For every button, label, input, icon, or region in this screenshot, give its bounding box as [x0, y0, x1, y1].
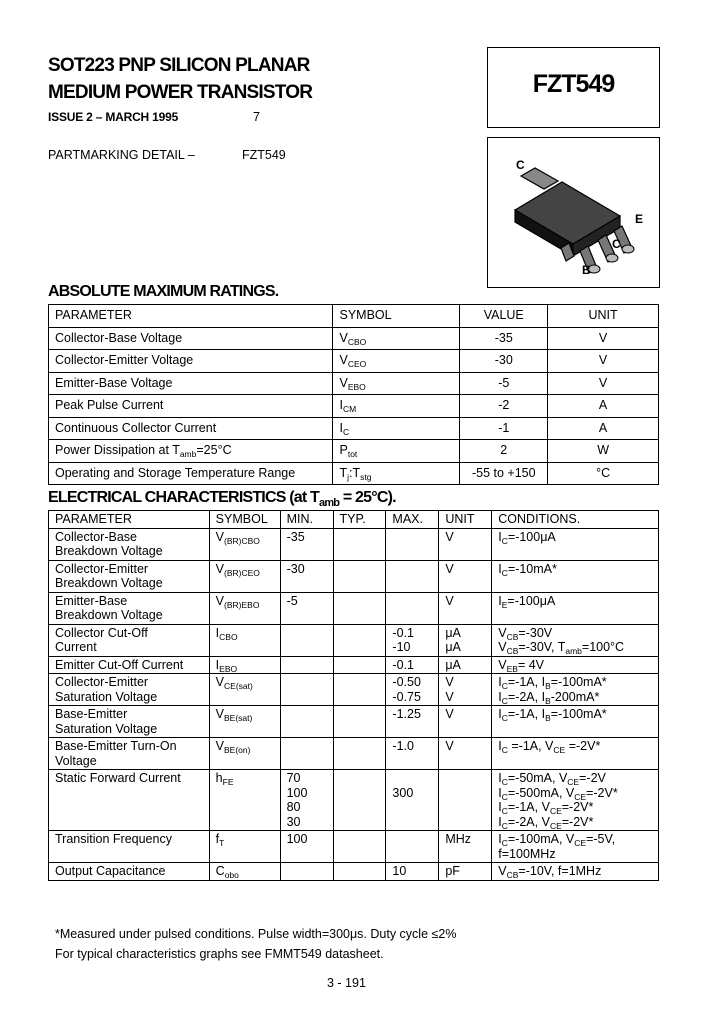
title-line-1: SOT223 PNP SILICON PLANAR [48, 55, 310, 76]
unit-cell: μA μA [439, 624, 492, 656]
unit-cell: μA [439, 656, 492, 674]
unit-cell: V [548, 350, 659, 373]
title-line-2: MEDIUM POWER TRANSISTOR [48, 82, 313, 103]
table-row [49, 624, 659, 656]
header-min: MIN. [280, 511, 333, 529]
part-number: FZT549 [532, 70, 615, 98]
typ-cell [333, 560, 386, 592]
table-row [49, 417, 659, 440]
param-cell: Collector-Emitter Voltage [49, 350, 333, 373]
symbol-cell: $V_{EBO}$ [333, 372, 460, 395]
typ-cell [333, 656, 386, 674]
conditions-cell: $I_C=-1A$, $I_B=-100mA*$ [492, 706, 659, 738]
pin-label-e: E [635, 212, 644, 226]
unit-cell: MHz [439, 831, 492, 863]
unit-cell: V [439, 738, 492, 770]
table-row [49, 863, 659, 881]
conditions-cell: $I_C=-100mA$, $V_{CE}=-5V$, f=100MHz [492, 831, 659, 863]
max-cell: -0.50 -0.75 [386, 674, 439, 706]
param-cell: Collector-Emitter Breakdown Voltage [49, 560, 210, 592]
page-number: 3 - 191 [327, 976, 366, 990]
symbol-cell: $V_{(BR)CBO}$ [209, 528, 280, 560]
conditions-cell: $I_C =-1A$, $V_{CE} =-2V*$ [492, 738, 659, 770]
value-cell: 2 [460, 440, 548, 463]
part-number-box [487, 47, 660, 128]
param-cell: Collector-Base Breakdown Voltage [49, 528, 210, 560]
header-typ: TYP. [333, 511, 386, 529]
header-unit: UNIT [439, 511, 492, 529]
typ-cell [333, 528, 386, 560]
symbol-cell: $V_{CEO}$ [333, 350, 460, 373]
unit-cell: °C [548, 462, 659, 485]
param-cell: Base-Emitter Turn-On Voltage [49, 738, 210, 770]
symbol-cell: $C_{obo}$ [209, 863, 280, 881]
max-cell [386, 560, 439, 592]
symbol-cell: $I_{EBO}$ [209, 656, 280, 674]
max-cell: -0.1 -10 [386, 624, 439, 656]
value-cell: -55 to +150 [460, 462, 548, 485]
unit-cell: V [439, 706, 492, 738]
elec-header-row [49, 511, 659, 529]
table-row [49, 706, 659, 738]
conditions-cell: $V_{CB}=-10V$, f=1MHz [492, 863, 659, 881]
param-cell: Power Dissipation at $T_{amb}=25^\circ C$ [49, 440, 333, 463]
unit-cell: V [548, 372, 659, 395]
symbol-cell: $V_{BE(sat)}$ [209, 706, 280, 738]
table-row [49, 372, 659, 395]
param-cell: Peak Pulse Current [49, 395, 333, 418]
value-cell: -5 [460, 372, 548, 395]
conditions-cell: $I_C=-1A$, $I_B=-100mA*$ $I_C=-2A$, $I_B-200mA*$ [492, 674, 659, 706]
min-cell [280, 706, 333, 738]
symbol-cell: $I_{CM}$ [333, 395, 460, 418]
min-cell [280, 624, 333, 656]
unit-cell: pF [439, 863, 492, 881]
header-unit: UNIT [548, 305, 659, 328]
min-cell [280, 863, 333, 881]
param-cell: Transition Frequency [49, 831, 210, 863]
min-cell: -35 [280, 528, 333, 560]
typ-cell [333, 706, 386, 738]
param-cell: Emitter-Base Voltage [49, 372, 333, 395]
header-parameter: PARAMETER [49, 511, 210, 529]
package-diagram-box [487, 137, 660, 288]
max-cell: -1.0 [386, 738, 439, 770]
max-cell [386, 592, 439, 624]
typ-cell [333, 831, 386, 863]
symbol-cell: $T_j:T_{stg}$ [333, 462, 460, 485]
param-cell: Operating and Storage Temperature Range [49, 462, 333, 485]
symbol-cell: $V_{BE(on)}$ [209, 738, 280, 770]
issue-date: ISSUE 2 – MARCH 1995 [48, 110, 179, 124]
table-row [49, 560, 659, 592]
typ-cell [333, 738, 386, 770]
param-cell: Collector-Base Voltage [49, 327, 333, 350]
header-parameter: PARAMETER [49, 305, 333, 328]
symbol-cell: $h_{FE}$ [209, 770, 280, 831]
param-cell: Base-Emitter Saturation Voltage [49, 706, 210, 738]
table-row [49, 674, 659, 706]
header-symbol: SYMBOL [333, 305, 460, 328]
min-cell: -5 [280, 592, 333, 624]
unit-cell: W [548, 440, 659, 463]
table-row [49, 462, 659, 485]
table-row [49, 350, 659, 373]
value-cell: -30 [460, 350, 548, 373]
unit-cell: A [548, 417, 659, 440]
symbol-cell: $I_{CBO}$ [209, 624, 280, 656]
min-cell: -30 [280, 560, 333, 592]
symbol-cell: $V_{CE(sat)}$ [209, 674, 280, 706]
pin-label-b: B [582, 263, 591, 277]
symbol-cell: $P_{tot}$ [333, 440, 460, 463]
max-cell: -1.25 [386, 706, 439, 738]
min-cell [280, 738, 333, 770]
conditions-cell: $I_C=-50mA$, $V_{CE}=-2V$ $I_C=-500mA$, $V_{CE}=-2V*$ $I_C=-1A$, $V_{CE}=-2V*$ $I_C=-2A$, $V_{CE}=-2V*$ [492, 770, 659, 831]
symbol-cell: $V_{(BR)CEO}$ [209, 560, 280, 592]
table-row [49, 656, 659, 674]
elec-table [48, 510, 659, 881]
typ-cell [333, 592, 386, 624]
conditions-cell: $I_C=-10mA*$ [492, 560, 659, 592]
pin-label-c-top: C [516, 158, 525, 172]
param-cell: Emitter-Base Breakdown Voltage [49, 592, 210, 624]
unit-cell: V [439, 560, 492, 592]
min-cell: 70 100 80 30 [280, 770, 333, 831]
typ-cell [333, 674, 386, 706]
sot223-package-icon [488, 138, 659, 287]
min-cell: 100 [280, 831, 333, 863]
max-cell: 300 [386, 770, 439, 831]
table-row [49, 592, 659, 624]
partmarking-label: PARTMARKING DETAIL – [48, 148, 195, 162]
abs-max-table [48, 304, 659, 485]
value-cell: -2 [460, 395, 548, 418]
unit-cell: V [548, 327, 659, 350]
abs-max-title: ABSOLUTE MAXIMUM RATINGS. [48, 283, 279, 300]
table-row [49, 440, 659, 463]
param-cell: Output Capacitance [49, 863, 210, 881]
typ-cell [333, 770, 386, 831]
conditions-cell: $I_C=-100\mu A$ [492, 528, 659, 560]
conditions-cell: $I_E=-100\mu A$ [492, 592, 659, 624]
table-row [49, 770, 659, 831]
param-cell: Collector-Emitter Saturation Voltage [49, 674, 210, 706]
footnote-pulsed: *Measured under pulsed conditions. Pulse width=300μs. Duty cycle ≤2% [55, 927, 457, 941]
unit-cell: V [439, 592, 492, 624]
table-row [49, 831, 659, 863]
partmarking-value: FZT549 [242, 148, 286, 162]
max-cell: -0.1 [386, 656, 439, 674]
value-cell: -35 [460, 327, 548, 350]
unit-cell: V [439, 528, 492, 560]
table-row [49, 327, 659, 350]
conditions-cell: $V_{EB}= 4V$ [492, 656, 659, 674]
pin-label-c: C [612, 237, 621, 251]
issue-mark: 7 [253, 110, 260, 124]
param-cell: Emitter Cut-Off Current [49, 656, 210, 674]
symbol-cell: $f_T$ [209, 831, 280, 863]
footnote-graphs: For typical characteristics graphs see FMMT549 datasheet. [55, 947, 384, 961]
table-row [49, 528, 659, 560]
max-cell [386, 528, 439, 560]
header-symbol: SYMBOL [209, 511, 280, 529]
symbol-cell: $V_{(BR)EBO}$ [209, 592, 280, 624]
symbol-cell: $I_C$ [333, 417, 460, 440]
min-cell [280, 656, 333, 674]
param-cell: Continuous Collector Current [49, 417, 333, 440]
header-max: MAX. [386, 511, 439, 529]
param-cell: Static Forward Current [49, 770, 210, 831]
conditions-cell: $V_{CB}=-30V$ $V_{CB}=-30V$, $T_{amb}=100^\circ C$ [492, 624, 659, 656]
max-cell [386, 831, 439, 863]
unit-cell: V V [439, 674, 492, 706]
table-row [49, 738, 659, 770]
param-cell: Collector Cut-Off Current [49, 624, 210, 656]
value-cell: -1 [460, 417, 548, 440]
unit-cell: A [548, 395, 659, 418]
header-conditions: CONDITIONS. [492, 511, 659, 529]
symbol-cell: $V_{CBO}$ [333, 327, 460, 350]
elec-title: ELECTRICAL CHARACTERISTICS (at $T_{amb} = 25^\circ C$). [48, 489, 396, 509]
abs-max-header-row [49, 305, 659, 328]
header-value: VALUE [460, 305, 548, 328]
min-cell [280, 674, 333, 706]
typ-cell [333, 863, 386, 881]
unit-cell [439, 770, 492, 831]
typ-cell [333, 624, 386, 656]
table-row [49, 395, 659, 418]
max-cell: 10 [386, 863, 439, 881]
